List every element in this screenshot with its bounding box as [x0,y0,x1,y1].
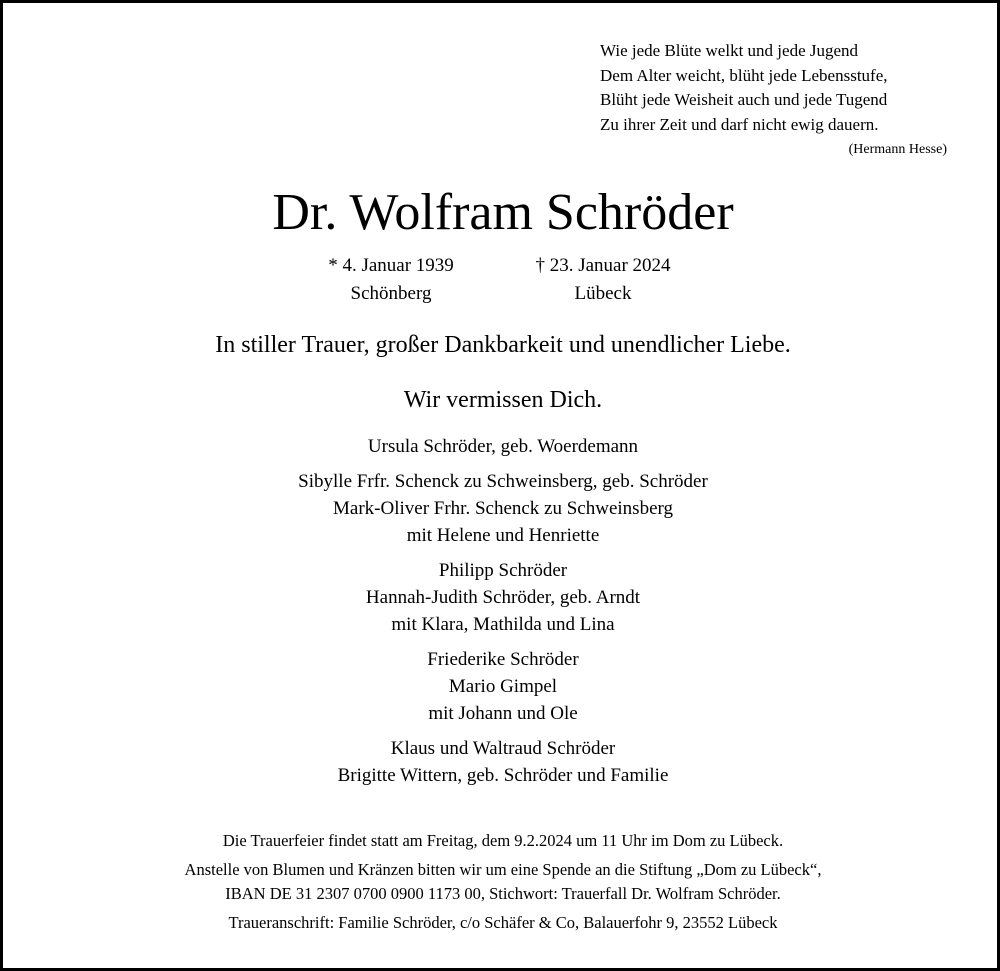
poem-line: Wie jede Blüte welkt und jede Jugend [600,41,859,60]
ceremony-info: Die Trauerfeier findet statt am Freitag, dem 9.2.2024 um 11 Uhr im Dom zu Lübeck. [222,831,784,850]
family-list [3,433,1000,797]
deceased-name: Dr. Wolfram Schröder [272,184,734,241]
birth-place: Schönberg [350,283,432,304]
family-member: Friederike Schröder [427,649,579,670]
family-group [3,646,1000,727]
family-member: Brigitte Wittern, geb. Schröder und Familie [337,765,669,786]
poem-author: (Hermann Hesse) [848,142,947,157]
family-member: Philipp Schröder [438,560,568,581]
family-group [3,433,1000,460]
death-info [505,252,701,308]
donation-iban: IBAN DE 31 2307 0700 0900 1173 00, Stichwort: Trauerfall Dr. Wolfram Schröder. [225,884,781,903]
family-group [3,735,1000,789]
mourning-address: Traueranschrift: Familie Schröder, c/o Schäfer & Co, Balauerfohr 9, 23552 Lübeck [228,913,778,932]
poem [600,39,888,137]
birth-date: * 4. Januar 1939 [328,255,454,276]
family-member: Klaus und Waltraud Schröder [390,738,616,759]
poem-line: Blüht jede Weisheit auch und jede Tugend [600,90,888,109]
family-member: mit Helene und Henriette [406,525,600,546]
family-member: Mark-Oliver Frhr. Schenck zu Schweinsberg [333,498,673,519]
poem-line: Zu ihrer Zeit und darf nicht ewig dauern. [600,114,879,134]
mourning-subheadline: Wir vermissen Dich. [403,387,603,413]
family-member: Ursula Schröder, geb. Woerdemann [367,436,639,457]
family-member: Hannah-Judith Schröder, geb. Arndt [365,587,641,608]
family-member: Mario Gimpel [448,676,558,697]
poem-line: Dem Alter weicht, blüht jede Lebensstufe, [600,65,888,85]
death-date: † 23. Januar 2024 [535,255,671,276]
mourning-headline: In stiller Trauer, großer Dankbarkeit und unendlicher Liebe. [215,332,791,358]
family-group [3,468,1000,549]
family-member: mit Klara, Mathilda und Lina [391,614,615,635]
death-place: Lübeck [574,283,632,304]
donation-info: Anstelle von Blumen und Kränzen bitten wir um eine Spende an die Stiftung „Dom zu Lübeck“, [184,860,822,879]
family-group [3,557,1000,638]
family-member: Sibylle Frfr. Schenck zu Schweinsberg, geb. Schröder [298,471,708,492]
birth-info [293,252,489,308]
family-member: mit Johann und Ole [428,703,578,724]
footer-info [3,829,1000,935]
